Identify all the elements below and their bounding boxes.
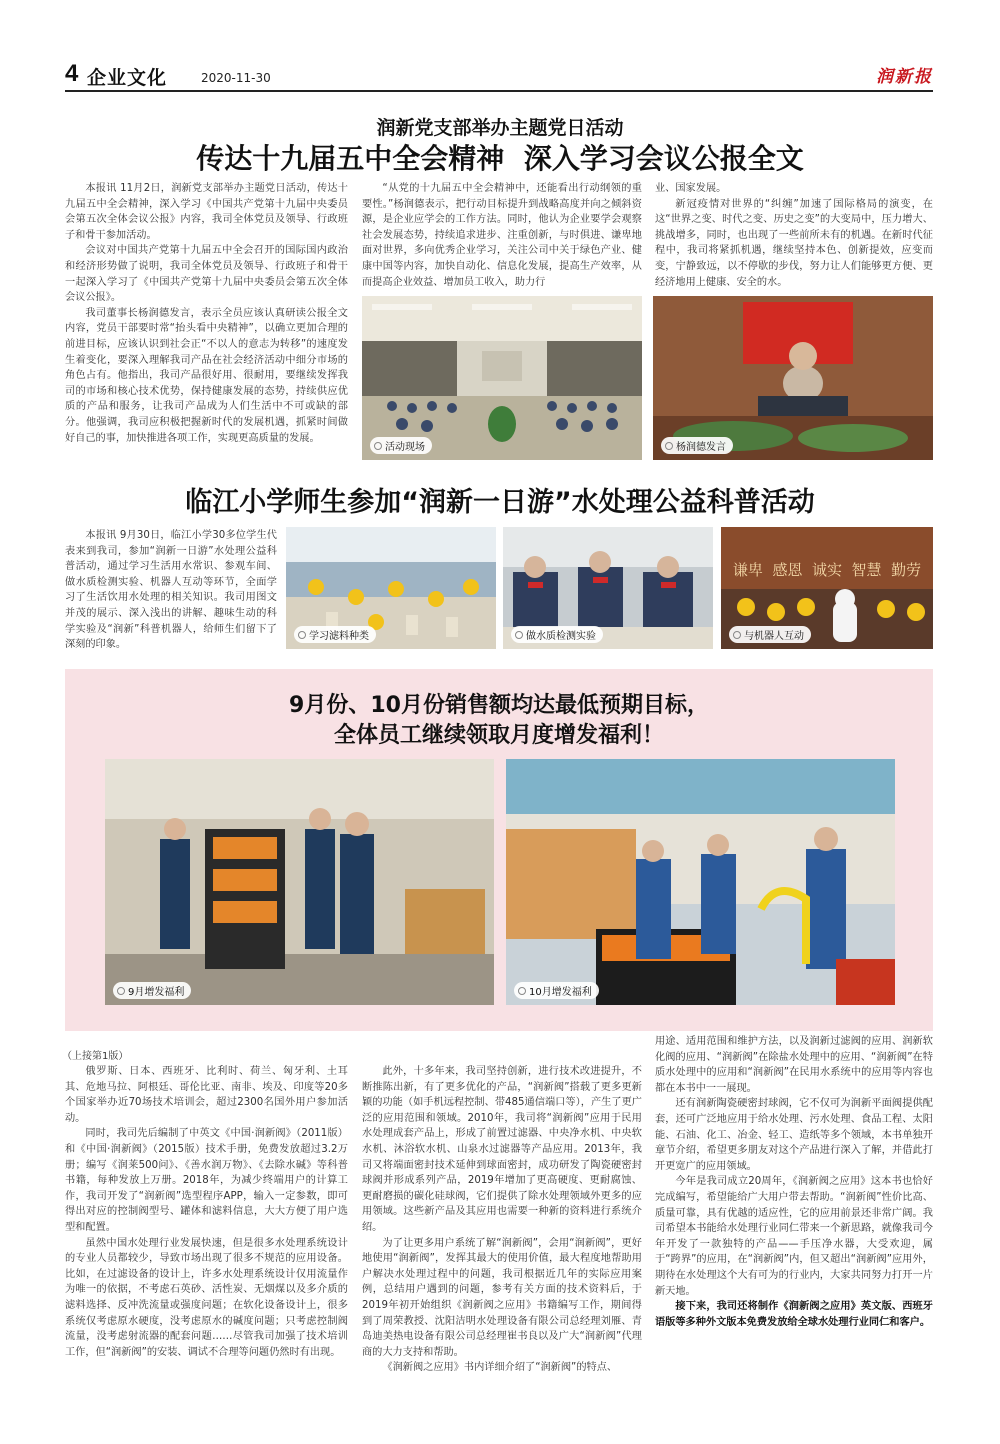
paragraph: 为了让更多用户系统了解“润新阀”，会用“润新阀”，更好地使用“润新阀”，发挥其最大的使用价值，最大程度地帮助用户解决水处理过程中的问题，我司根据近几年的实际应用案例，总结用户遇到的问题，参考有关方面的技术资料后，于2019年初开始组织《润新阀之应用》书籍编写工作，期间得到了周荣教授、沈阳洁明水处理设备有限公司总经理刘雁、青岛迪美热电设备有限公司总经理崔书良以及广大“润新阀”代理商的大力支持和帮助。	[362, 1237, 642, 1358]
paragraph: 此外，十多年来，我司坚持创新，进行技术改进提升，不断推陈出新，有了更多优化的产品，“润新阀”搭载了更多更新颖的功能（如手机远程控制、带485通信端口等），产生了更广泛的应用范围和领域。2010年，我司将“润新阀”应用于民用水处理成套产品上，形成了前置过滤器、中央净水机、中央软水机、沐浴软水机、山泉水过滤器等产品应用。2013年，我司又将端面密封技术延伸到球面密封，成功研发了陶瓷硬密封球阀并形成系列产品，2019年增加了更高硬度、更耐腐蚀、更耐磨损的碳化硅球阀，它们提供了除水处理领域外更多的应用领域。这些新产品及其应用也需要一种新的资料进行系统介绍。	[362, 1066, 642, 1233]
paragraph: 还有润新陶瓷硬密封球阀，它不仅可为润新平面阀提供配套，还可广泛地应用于给水处理、污水处理、食品工程、太阳能、石油、化工、冶金、轻工、造纸等多个领域，本书单独开章节介绍，希望更多朋友对这个产品进行深入了解，并借此打开更宽广的应用领域。	[655, 1098, 933, 1172]
article1-column-1	[65, 181, 348, 446]
photo-caption: 10月增发福利	[514, 982, 599, 999]
paragraph: 会议对中国共产党第十九届五中全会召开的国际国内政治和经济形势做了说明，我司全体党员及领导、行政班子和骨干一起深入学习了《中国共产党第十九届中央委员会第五次全体会议公报》。	[65, 245, 348, 304]
paragraph: 我司董事长杨润德发言，表示全员应该认真研读公报全文内容，党员干部要时常“抬头看中央精神”，以确立更加合理的前进目标，应该认识到社会正“不以人的意志为转移”的速度发生着变化，要深入理解我司产品在社会经济活动中细分市场的角色占有。他指出，我司产品很好用、很耐用，要继续发挥我司的市场和核心技术优势，保持健康发展的态势，持续供应优质的产品和服务，让我司产品成为人们生活中不可或缺的部分。他强调，我司应积极把握新时代的发展机遇，抓紧时间做好自己的事，加快推进各项工作，实现更高质量的发展。	[65, 307, 348, 444]
article3-title-line1: 9月份、10月份销售额均达最低预期目标，	[289, 693, 709, 718]
wall-slogan: 谦卑 感恩 诚实 智慧 勤劳	[732, 561, 922, 579]
filter-media-photo	[286, 527, 496, 649]
article2-body	[65, 528, 277, 653]
continued-label: （上接第1版）	[62, 1051, 129, 1062]
photo-caption: 9月增发福利	[113, 982, 191, 999]
paragraph: 《润新阀之应用》书内详细介绍了“润新阀”的特点、	[382, 1362, 618, 1374]
speaker-photo	[653, 296, 933, 460]
water-test-photo	[503, 527, 713, 649]
article4-column-2	[362, 1064, 642, 1376]
paragraph: 俄罗斯、日本、西班牙、比利时、荷兰、匈牙利、土耳其、危地马拉、阿根廷、哥伦比亚、南非、埃及、印度等20多个国家举办近70场技术培训会，超过2300名国外用户参加活动。	[65, 1066, 348, 1124]
september-bonus-photo	[105, 759, 494, 1005]
meeting-hall-photo	[362, 296, 642, 460]
article3-title-line2: 全体员工继续领取月度增发福利！	[333, 723, 664, 748]
paragraph: 新冠疫情对世界的“纠缠”加速了国际格局的演变，在这“世界之变、时代之变、历史之变”的大变局中，压力增大、挑战增多，同时，也出现了一些前所未有的机遇。在新时代征程中，我司将紧抓机遇，继续坚持本色、创新提效，应变而变，宁静致远，以不停歇的步伐，努力让人们能够更方便、更经济地用上健康、安全的水。	[655, 198, 933, 288]
header-rule	[65, 90, 933, 92]
article2-title: 临江小学师生参加“润新一日游”水处理公益科普活动	[185, 487, 815, 518]
photo-caption: 与机器人互动	[729, 626, 811, 643]
paragraph: 同时，我司先后编制了中英文《中国·润新阀》（2011版）和《中国·润新阀》（2015版）技术手册，免费发放超过3.2万册；编写《润莱500问》、《善水润万物》、《去除水碱》等科普书籍，每种发放上万册。2018年，为减少终端用户的计算工作，我司开发了“润新阀”选型程序APP，输入一定参数，即可得出对应的控制阀型号、罐体和滤料信息，大大方便了用户选型和配置。	[65, 1128, 348, 1233]
paragraph: 虽然中国水处理行业发展快速，但是很多水处理系统设计的专业人员都较少，导致市场出现了很多不规范的应用设备。比如，在过滤设备的设计上，许多水处理系统设计仅用流量作为唯一的依据，不考虑石英砂、活性炭、无烟煤以及多介质的滤料选择、反冲洗流量或强度问题；在软化设备设计上，很多系统仅考虑原水硬度，没考虑原水的碱度问题；只考虑控制阀流量，没考虑射流器的配套问题……尽管我司加强了技术培训工作，但“润新阀”的安装、调试不合理等问题仍然时有出现。	[65, 1237, 348, 1358]
article4-column-3	[655, 1034, 933, 1330]
photo-caption: 杨润德发言	[661, 437, 733, 454]
page-header	[65, 60, 933, 90]
article1-title: 传达十九届五中全会精神 深入学习会议公报全文	[196, 142, 804, 175]
article4-column-1	[65, 1064, 348, 1360]
photo-caption: 做水质检测实验	[511, 626, 603, 643]
issue-date: 2020-11-30	[201, 71, 271, 85]
october-bonus-photo	[506, 759, 895, 1005]
article1-column-3	[655, 181, 933, 290]
page-number: 4	[65, 60, 79, 87]
paragraph: 本报讯 11月2日，润新党支部举办主题党日活动，传达十九届五中全会精神，深入学习《中国共产党第十九届中央委员会第五次全体会议公报》内容，我司全体党员及领导、行政班子和骨干参加活动。	[65, 183, 348, 241]
paragraph: 业、国家发展。	[655, 183, 727, 194]
article1-kicker: 润新党支部举办主题党日活动	[376, 117, 624, 139]
article1-column-2	[362, 181, 642, 290]
paragraph: “从党的十九届五中全会精神中，还能看出行动纲领的重要性。”杨润德表示，把行动目标提升到战略高度并向之倾斜资源，是企业应学会的工作方法。同时，他认为企业要学会观察社会发展态势，持续追求进步、注重创新，与时俱进、谦卑地面对世界，多向优秀企业学习，关注公司中关于绿色产业、健康中国等内容，加快自动化、信息化发展，提高生产效率，从而提高企业效益、增加员工收入，助力行	[362, 183, 642, 288]
photo-caption: 活动现场	[370, 437, 432, 454]
section-title: 企业文化	[87, 67, 168, 89]
masthead-logo: 润新报	[876, 67, 933, 87]
paragraph: 本报讯 9月30日，临江小学30多位学生代表来到我司，参加“润新一日游”水处理公益科普活动，通过学习生活用水常识、参观车间、做水质检测实验、机器人互动等环节，全面学习了生活饮用水处理的相关知识。我司用图文并茂的展示、深入浅出的讲解、趣味生动的科学实验及“润新”科普机器人，给师生们留下了深刻的印象。	[65, 530, 277, 651]
paragraph: 用途、适用范围和维护方法，以及润新过滤阀的应用、润新软化阀的应用、“润新阀”在除盐水处理中的应用、“润新阀”在特质水处理中的应用和“润新阀”在民用水系统中的应用等内容也都在本书中一一展现。	[655, 1036, 933, 1094]
paragraph: 今年是我司成立20周年，《润新阀之应用》这本书也恰好完成编写，希望能给广大用户带去帮助。“润新阀”性价比高、质量可靠，具有优越的适应性，它的应用前景还非常广阔。我司希望本书能给水处理行业同仁带来一个新思路，就像我司今年开发了一款独特的产品——手压净水器，大受欢迎，属于“跨界”的应用，在“润新阀”内，但又超出“润新阀”应用外，期待在水处理这个大有可为的行业内，大家共同努力打开一片新天地。	[655, 1176, 933, 1297]
photo-caption: 学习滤料种类	[294, 626, 376, 643]
paragraph: 接下来，我司还将制作《润新阀之应用》英文版、西班牙语版等多种外文版本免费发放给全球水处理行业同仁和客户。	[655, 1301, 933, 1328]
robot-interaction-photo	[721, 527, 933, 649]
